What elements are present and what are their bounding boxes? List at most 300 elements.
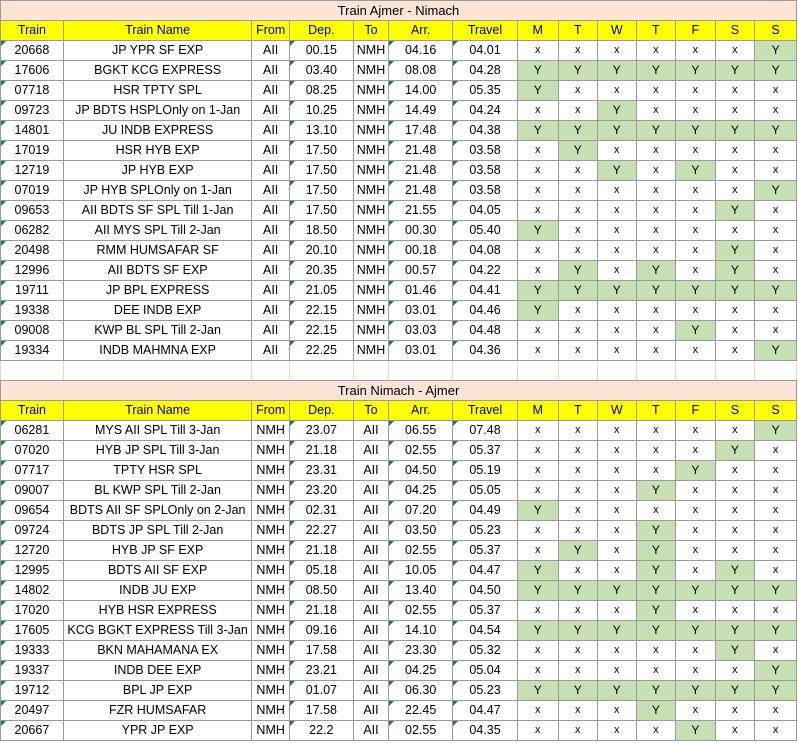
day-cell: x <box>558 201 598 221</box>
day-cell: x <box>755 561 797 581</box>
day-cell: Y <box>517 221 558 241</box>
section-title: Train Nimach - Ajmer <box>1 381 797 401</box>
table-cell: NMH <box>353 241 388 261</box>
table-cell: AII <box>252 221 290 241</box>
day-cell: x <box>558 561 598 581</box>
empty-cell <box>755 361 797 381</box>
column-header: T <box>558 401 598 421</box>
table-cell: JP YPR SF EXP <box>63 41 252 61</box>
day-cell: Y <box>715 261 755 281</box>
table-cell: 08.50 <box>289 581 353 601</box>
table-cell: NMH <box>353 341 388 361</box>
table-cell: 03.01 <box>389 341 453 361</box>
day-cell: x <box>558 181 598 201</box>
table-cell: 22.2 <box>289 721 353 741</box>
table-cell: 05.05 <box>453 481 518 501</box>
day-cell: x <box>636 141 676 161</box>
table-cell: 19334 <box>1 341 64 361</box>
column-header: Dep. <box>289 401 353 421</box>
day-cell: Y <box>755 581 797 601</box>
column-header: Train Name <box>63 401 252 421</box>
table-row <box>1 421 797 441</box>
table-cell: 04.54 <box>453 621 518 641</box>
day-cell: x <box>517 201 558 221</box>
day-cell: Y <box>636 581 676 601</box>
day-cell: Y <box>517 301 558 321</box>
table-cell: JU INDB EXPRESS <box>63 121 252 141</box>
day-cell: Y <box>676 161 716 181</box>
day-cell: x <box>676 561 716 581</box>
table-cell: 06282 <box>1 221 64 241</box>
table-cell: 06281 <box>1 421 64 441</box>
day-cell: x <box>715 141 755 161</box>
day-cell: x <box>558 81 598 101</box>
empty-cell <box>63 361 252 381</box>
day-cell: Y <box>517 281 558 301</box>
day-cell: x <box>558 341 598 361</box>
table-cell: AII <box>252 61 290 81</box>
day-cell: x <box>598 261 637 281</box>
day-cell: x <box>755 301 797 321</box>
table-cell: DEE INDB EXP <box>63 301 252 321</box>
day-cell: x <box>676 81 716 101</box>
table-cell: 05.35 <box>453 81 518 101</box>
table-cell: 04.46 <box>453 301 518 321</box>
table-cell: 05.23 <box>453 681 518 701</box>
day-cell: x <box>676 541 716 561</box>
table-cell: KCG BGKT EXPRESS Till 3-Jan <box>63 621 252 641</box>
empty-cell <box>389 361 453 381</box>
table-cell: 14.10 <box>389 621 453 641</box>
table-cell: 17.50 <box>289 161 353 181</box>
day-cell: Y <box>558 541 598 561</box>
day-cell: x <box>715 541 755 561</box>
table-cell: HSR TPTY SPL <box>63 81 252 101</box>
day-cell: x <box>755 541 797 561</box>
table-cell: NMH <box>252 461 290 481</box>
table-cell: 09724 <box>1 521 64 541</box>
table-cell: NMH <box>252 661 290 681</box>
day-cell: x <box>598 421 637 441</box>
column-header: M <box>517 21 558 41</box>
table-cell: AII <box>252 281 290 301</box>
table-cell: BDTS AII SF SPLOnly on 2-Jan <box>63 501 252 521</box>
table-cell: 05.37 <box>453 441 518 461</box>
day-cell: x <box>715 41 755 61</box>
table-cell: NMH <box>252 481 290 501</box>
day-cell: x <box>517 641 558 661</box>
table-cell: 19711 <box>1 281 64 301</box>
day-cell: x <box>598 81 637 101</box>
day-cell: x <box>715 521 755 541</box>
table-cell: 04.25 <box>389 661 453 681</box>
table-cell: NMH <box>353 301 388 321</box>
column-header: Arr. <box>389 401 453 421</box>
table-cell: 08.08 <box>389 61 453 81</box>
day-cell: x <box>598 201 637 221</box>
day-cell: x <box>715 461 755 481</box>
column-header: M <box>517 401 558 421</box>
day-cell: x <box>517 701 558 721</box>
column-header: W <box>598 21 637 41</box>
day-cell: x <box>676 501 716 521</box>
table-cell: 08.25 <box>289 81 353 101</box>
table-cell: AII <box>353 421 388 441</box>
table-row <box>1 501 797 521</box>
table-cell: 21.48 <box>389 161 453 181</box>
table-cell: 04.50 <box>453 581 518 601</box>
day-cell: Y <box>558 681 598 701</box>
column-header: To <box>353 401 388 421</box>
day-cell: x <box>558 101 598 121</box>
table-cell: 23.07 <box>289 421 353 441</box>
empty-cell <box>353 361 388 381</box>
table-cell: AII <box>252 181 290 201</box>
table-cell: NMH <box>252 601 290 621</box>
table-cell: 06.55 <box>389 421 453 441</box>
table-cell: RMM HUMSAFAR SF <box>63 241 252 261</box>
day-cell: x <box>558 421 598 441</box>
table-cell: 21.18 <box>289 601 353 621</box>
table-row <box>1 161 797 181</box>
day-cell: Y <box>517 681 558 701</box>
table-cell: 22.15 <box>289 301 353 321</box>
day-cell: x <box>676 481 716 501</box>
day-cell: x <box>517 461 558 481</box>
day-cell: x <box>636 101 676 121</box>
table-cell: 05.19 <box>453 461 518 481</box>
table-cell: FZR HUMSAFAR <box>63 701 252 721</box>
day-cell: x <box>715 301 755 321</box>
day-cell: x <box>715 341 755 361</box>
day-cell: x <box>715 481 755 501</box>
table-row <box>1 541 797 561</box>
table-cell: 04.24 <box>453 101 518 121</box>
day-cell: x <box>676 521 716 541</box>
table-cell: 09007 <box>1 481 64 501</box>
table-cell: 05.32 <box>453 641 518 661</box>
day-cell: x <box>636 721 676 741</box>
table-cell: 23.31 <box>289 461 353 481</box>
day-cell: Y <box>676 621 716 641</box>
day-cell: x <box>755 461 797 481</box>
day-cell: Y <box>755 41 797 61</box>
table-cell: 04.38 <box>453 121 518 141</box>
day-cell: x <box>598 141 637 161</box>
table-cell: 17605 <box>1 621 64 641</box>
day-cell: Y <box>755 421 797 441</box>
table-row <box>1 341 797 361</box>
table-row <box>1 41 797 61</box>
day-cell: x <box>598 181 637 201</box>
day-cell: x <box>598 441 637 461</box>
table-cell: 14802 <box>1 581 64 601</box>
table-cell: 09008 <box>1 321 64 341</box>
column-header-row <box>1 401 797 421</box>
table-row <box>1 681 797 701</box>
table-cell: 04.47 <box>453 561 518 581</box>
column-header: From <box>252 21 290 41</box>
table-cell: INDB JU EXP <box>63 581 252 601</box>
column-header: From <box>252 401 290 421</box>
table-cell: 22.15 <box>289 321 353 341</box>
day-cell: x <box>715 181 755 201</box>
day-cell: x <box>676 221 716 241</box>
day-cell: Y <box>755 121 797 141</box>
table-cell: 00.30 <box>389 221 453 241</box>
table-row <box>1 441 797 461</box>
table-cell: AII <box>252 161 290 181</box>
table-cell: 03.50 <box>389 521 453 541</box>
day-cell: Y <box>676 581 716 601</box>
table-cell: 04.01 <box>453 41 518 61</box>
day-cell: x <box>598 301 637 321</box>
column-header: Dep. <box>289 21 353 41</box>
table-row <box>1 601 797 621</box>
empty-cell <box>1 361 64 381</box>
table-cell: AII <box>353 461 388 481</box>
table-cell: 17.58 <box>289 641 353 661</box>
table-cell: 01.07 <box>289 681 353 701</box>
table-cell: 23.21 <box>289 661 353 681</box>
day-cell: Y <box>598 101 637 121</box>
table-cell: NMH <box>353 281 388 301</box>
table-cell: 04.35 <box>453 721 518 741</box>
day-cell: x <box>715 661 755 681</box>
table-cell: 23.30 <box>389 641 453 661</box>
table-cell: AII <box>353 641 388 661</box>
day-cell: x <box>517 141 558 161</box>
day-cell: x <box>676 701 716 721</box>
table-cell: 04.05 <box>453 201 518 221</box>
table-cell: AII <box>252 201 290 221</box>
day-cell: x <box>676 141 716 161</box>
table-cell: 03.58 <box>453 161 518 181</box>
day-cell: x <box>636 501 676 521</box>
table-cell: BKN MAHAMANA EX <box>63 641 252 661</box>
table-cell: 17020 <box>1 601 64 621</box>
table-cell: 23.20 <box>289 481 353 501</box>
table-cell: YPR JP EXP <box>63 721 252 741</box>
day-cell: Y <box>636 601 676 621</box>
day-cell: Y <box>755 681 797 701</box>
table-cell: 17.58 <box>289 701 353 721</box>
day-cell: Y <box>558 121 598 141</box>
day-cell: x <box>598 341 637 361</box>
table-row <box>1 201 797 221</box>
day-cell: x <box>598 721 637 741</box>
table-cell: AII <box>252 321 290 341</box>
table-row <box>1 641 797 661</box>
day-cell: x <box>598 461 637 481</box>
day-cell: Y <box>715 581 755 601</box>
day-cell: x <box>636 661 676 681</box>
column-header: T <box>636 21 676 41</box>
table-cell: 02.55 <box>389 541 453 561</box>
day-cell: Y <box>636 521 676 541</box>
table-row <box>1 281 797 301</box>
day-cell: x <box>558 241 598 261</box>
day-cell: x <box>676 41 716 61</box>
table-cell: 14.49 <box>389 101 453 121</box>
day-cell: x <box>598 481 637 501</box>
table-cell: 22.27 <box>289 521 353 541</box>
table-cell: NMH <box>353 261 388 281</box>
table-cell: AII <box>252 81 290 101</box>
table-cell: BGKT KCG EXPRESS <box>63 61 252 81</box>
table-row <box>1 581 797 601</box>
table-cell: NMH <box>353 121 388 141</box>
table-cell: BL KWP SPL Till 2-Jan <box>63 481 252 501</box>
day-cell: x <box>755 481 797 501</box>
day-cell: Y <box>598 621 637 641</box>
day-cell: x <box>636 241 676 261</box>
table-cell: 03.58 <box>453 181 518 201</box>
table-cell: AII <box>353 621 388 641</box>
table-cell: HYB HSR EXPRESS <box>63 601 252 621</box>
table-cell: AII <box>353 581 388 601</box>
day-cell: Y <box>636 701 676 721</box>
empty-cell <box>558 361 598 381</box>
table-row <box>1 481 797 501</box>
day-cell: x <box>636 181 676 201</box>
empty-cell <box>636 361 676 381</box>
day-cell: Y <box>558 621 598 641</box>
day-cell: x <box>715 221 755 241</box>
column-header: S <box>755 21 797 41</box>
day-cell: Y <box>598 61 637 81</box>
table-cell: 03.03 <box>389 321 453 341</box>
table-cell: 02.55 <box>389 441 453 461</box>
table-cell: HYB JP SF EXP <box>63 541 252 561</box>
table-cell: AII <box>353 561 388 581</box>
table-cell: NMH <box>353 181 388 201</box>
table-cell: 19337 <box>1 661 64 681</box>
day-cell: x <box>755 641 797 661</box>
day-cell: x <box>755 501 797 521</box>
day-cell: x <box>517 321 558 341</box>
empty-cell <box>289 361 353 381</box>
section-title-row <box>1 1 797 21</box>
table-cell: 05.23 <box>453 521 518 541</box>
table-cell: 05.04 <box>453 661 518 681</box>
day-cell: Y <box>636 621 676 641</box>
table-cell: 03.58 <box>453 141 518 161</box>
day-cell: x <box>715 421 755 441</box>
table-cell: 20498 <box>1 241 64 261</box>
table-cell: 20.10 <box>289 241 353 261</box>
table-cell: 19712 <box>1 681 64 701</box>
table-cell: 17.48 <box>389 121 453 141</box>
table-row <box>1 461 797 481</box>
day-cell: x <box>755 261 797 281</box>
table-cell: 02.55 <box>389 721 453 741</box>
table-cell: AII <box>252 41 290 61</box>
day-cell: x <box>636 221 676 241</box>
table-cell: 17.50 <box>289 181 353 201</box>
day-cell: x <box>517 341 558 361</box>
day-cell: Y <box>715 61 755 81</box>
table-cell: NMH <box>252 581 290 601</box>
table-cell: 13.40 <box>389 581 453 601</box>
table-cell: NMH <box>353 141 388 161</box>
day-cell: x <box>715 161 755 181</box>
table-row <box>1 661 797 681</box>
table-cell: JP BDTS HSPLOnly on 1-Jan <box>63 101 252 121</box>
day-cell: x <box>517 441 558 461</box>
day-cell: Y <box>517 121 558 141</box>
table-cell: 12995 <box>1 561 64 581</box>
table-cell: AII <box>252 301 290 321</box>
day-cell: Y <box>517 621 558 641</box>
table-cell: 04.36 <box>453 341 518 361</box>
table-cell: 13.10 <box>289 121 353 141</box>
empty-cell <box>598 361 637 381</box>
column-header: F <box>676 401 716 421</box>
table-cell: NMH <box>353 321 388 341</box>
table-cell: 22.25 <box>289 341 353 361</box>
table-cell: 21.18 <box>289 441 353 461</box>
day-cell: x <box>755 101 797 121</box>
day-cell: x <box>715 721 755 741</box>
table-cell: AII <box>353 501 388 521</box>
day-cell: x <box>636 421 676 441</box>
table-cell: 20667 <box>1 721 64 741</box>
day-cell: x <box>598 41 637 61</box>
table-cell: HSR HYB EXP <box>63 141 252 161</box>
table-cell: 00.57 <box>389 261 453 281</box>
table-cell: AII BDTS SF EXP <box>63 261 252 281</box>
table-cell: 04.25 <box>389 481 453 501</box>
table-cell: 04.48 <box>453 321 518 341</box>
table-cell: 05.18 <box>289 561 353 581</box>
table-cell: 04.49 <box>453 501 518 521</box>
day-cell: x <box>755 201 797 221</box>
table-cell: 21.18 <box>289 541 353 561</box>
table-row <box>1 621 797 641</box>
table-cell: NMH <box>252 701 290 721</box>
day-cell: Y <box>676 721 716 741</box>
table-row <box>1 321 797 341</box>
day-cell: x <box>715 501 755 521</box>
day-cell: x <box>676 201 716 221</box>
day-cell: Y <box>558 61 598 81</box>
day-cell: Y <box>715 621 755 641</box>
table-cell: AII <box>353 541 388 561</box>
table-row <box>1 561 797 581</box>
table-cell: NMH <box>353 81 388 101</box>
table-cell: 04.41 <box>453 281 518 301</box>
table-cell: AII <box>353 701 388 721</box>
day-cell: x <box>755 701 797 721</box>
day-cell: x <box>676 181 716 201</box>
table-cell: NMH <box>353 41 388 61</box>
day-cell: Y <box>755 281 797 301</box>
column-header: S <box>715 401 755 421</box>
column-header: S <box>755 401 797 421</box>
table-cell: 09723 <box>1 101 64 121</box>
day-cell: x <box>558 641 598 661</box>
day-cell: x <box>558 441 598 461</box>
table-cell: AII <box>252 261 290 281</box>
table-cell: AII <box>353 721 388 741</box>
table-cell: 02.55 <box>389 601 453 621</box>
table-cell: 07020 <box>1 441 64 461</box>
day-cell: Y <box>755 181 797 201</box>
day-cell: x <box>715 81 755 101</box>
day-cell: x <box>676 441 716 461</box>
table-cell: 04.22 <box>453 261 518 281</box>
